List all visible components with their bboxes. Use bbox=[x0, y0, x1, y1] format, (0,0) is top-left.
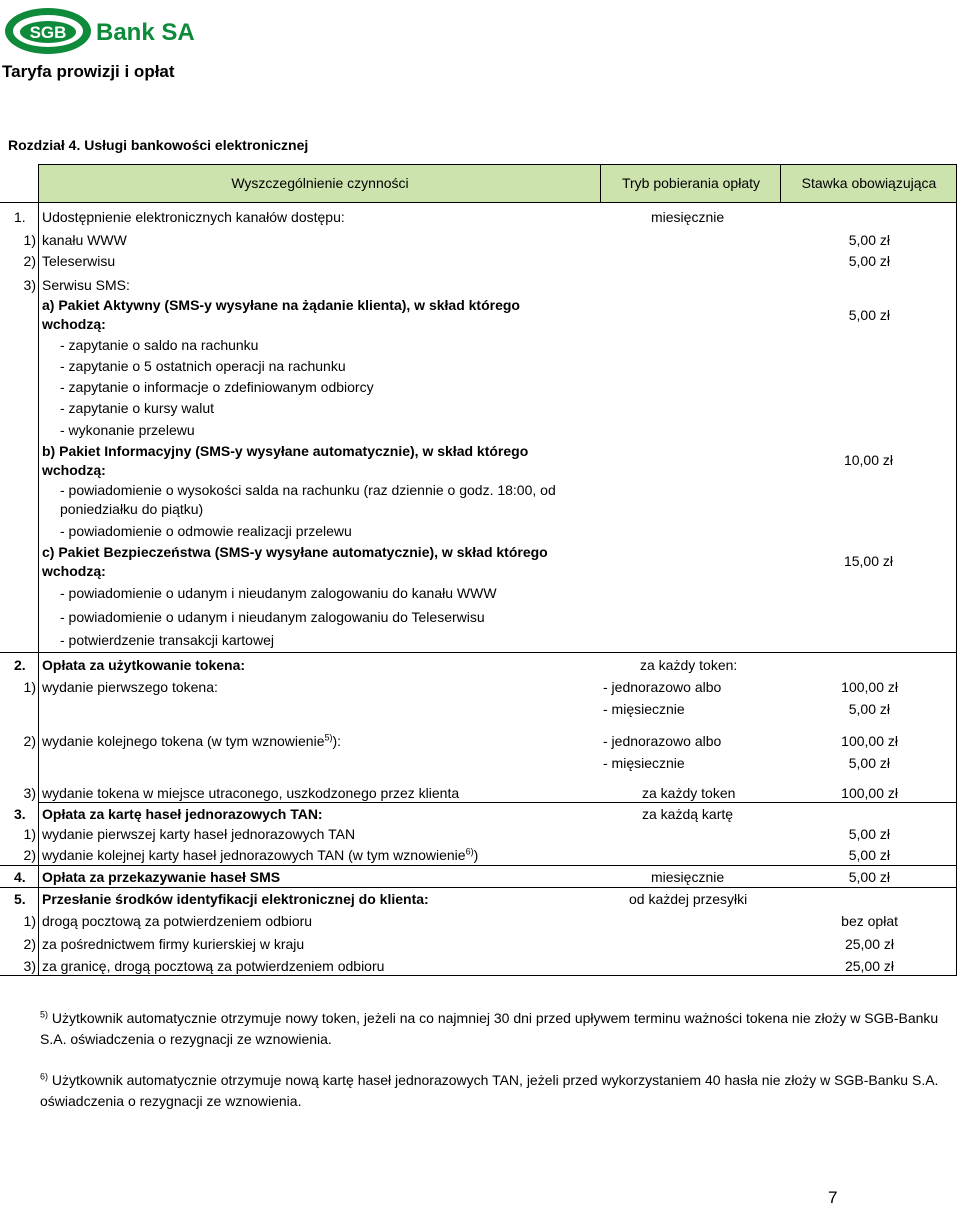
row-number: 2) bbox=[23, 847, 36, 863]
pakiet-informacyjny-title: b) Pakiet Informacyjny (SMS-y wysyłane automatycznie), w skład którego bbox=[42, 443, 529, 459]
row-next-tan-suffix: ) bbox=[473, 847, 479, 863]
rate-sms-passwords: 5,00 zł bbox=[848, 869, 890, 885]
list-item: - powiadomienie o wysokości salda na rachunku (raz dziennie o godz. 18:00, od bbox=[60, 482, 556, 498]
row-number: 2) bbox=[23, 733, 36, 749]
chapter-heading: Rozdział 4. Usługi bankowości elektronicznej bbox=[8, 137, 309, 153]
sgb-logo-icon bbox=[4, 4, 204, 54]
list-item-cont: poniedziałku do piątku) bbox=[60, 501, 204, 517]
row-number: 1) bbox=[23, 826, 36, 842]
row-number: 1) bbox=[23, 913, 36, 929]
bank-name: Bank SA bbox=[96, 19, 195, 46]
mode-monthly: - mięsiecznie bbox=[603, 755, 685, 771]
row-number: 5. bbox=[14, 891, 26, 907]
col-description-header: Wyszczególnienie czynności bbox=[231, 175, 409, 191]
pakiet-aktywny-title-cont: wchodzą: bbox=[42, 316, 106, 332]
rule bbox=[600, 164, 601, 202]
pakiet-aktywny-title: a) Pakiet Aktywny (SMS-y wysyłane na żądanie klienta), w skład którego bbox=[42, 297, 520, 313]
rule bbox=[38, 802, 956, 803]
row-number: 1) bbox=[23, 232, 36, 248]
rule bbox=[38, 164, 39, 976]
row-first-tan: wydanie pierwszej karty haseł jednorazowych TAN bbox=[42, 826, 356, 842]
row-number: 3) bbox=[23, 958, 36, 974]
footnote-6 bbox=[40, 1070, 940, 1112]
section-2-title: Opłata za użytkowanie tokena: bbox=[42, 657, 246, 673]
section-1-title: Udostępnienie elektronicznych kanałów dostępu: bbox=[42, 209, 345, 225]
list-item: - powiadomienie o udanym i nieudanym zalogowaniu do kanału WWW bbox=[60, 585, 497, 601]
list-item: - powiadomienie o udanym i nieudanym zalogowaniu do Teleserwisu bbox=[60, 609, 485, 625]
rate-next-tan: 5,00 zł bbox=[848, 847, 890, 863]
list-item: - zapytanie o kursy walut bbox=[60, 400, 215, 416]
rate-pakiet-aktywny: 5,00 zł bbox=[848, 307, 890, 323]
row-number: 3) bbox=[23, 785, 36, 801]
row-number: 1. bbox=[14, 209, 26, 225]
rate-teleserwis: 5,00 zł bbox=[848, 253, 890, 269]
footnote-ref: 5) bbox=[324, 732, 333, 743]
row-next-token bbox=[42, 732, 341, 750]
page-number: 7 bbox=[828, 1188, 838, 1207]
row-first-token: wydanie pierwszego tokena: bbox=[42, 679, 218, 695]
rate-replacement-token: 100,00 zł bbox=[841, 785, 898, 801]
rule bbox=[956, 164, 957, 976]
row-post: drogą pocztową za potwierdzeniem odbioru bbox=[42, 913, 313, 929]
footnote-ref: 6) bbox=[465, 846, 474, 857]
list-item: - wykonanie przelewu bbox=[60, 422, 195, 438]
rule bbox=[0, 865, 957, 866]
rule bbox=[38, 164, 957, 165]
row-courier: za pośrednictwem firmy kurierskiej w kraju bbox=[42, 936, 305, 952]
rate-pakiet-bezpieczenstwa: 15,00 zł bbox=[843, 553, 893, 569]
row-next-tan bbox=[42, 846, 478, 864]
list-item: - zapytanie o informacje o zdefiniowanym odbiorcy bbox=[60, 379, 374, 395]
rate-first-tan: 5,00 zł bbox=[848, 826, 890, 842]
mode-once: - jednorazowo albo bbox=[603, 679, 722, 695]
section-5-title: Przesłanie środków identyfikacji elektronicznej do klienta: bbox=[42, 891, 429, 907]
document-title: Taryfa prowizji i opłat bbox=[2, 62, 175, 81]
rate-once: 100,00 zł bbox=[841, 733, 898, 749]
list-item: - zapytanie o saldo na rachunku bbox=[60, 337, 259, 353]
row-teleserwis: Teleserwisu bbox=[42, 253, 116, 269]
section-3-mode: za każdą kartę bbox=[642, 806, 734, 822]
section-1-mode: miesięcznie bbox=[651, 209, 725, 225]
col-rate-header: Stawka obowiązująca bbox=[801, 175, 937, 191]
list-item: - potwierdzenie transakcji kartowej bbox=[60, 632, 274, 648]
section-3-title: Opłata za kartę haseł jednorazowych TAN: bbox=[42, 806, 323, 822]
pakiet-bezpieczenstwa-title-cont: wchodzą: bbox=[42, 563, 106, 579]
rate-once: 100,00 zł bbox=[841, 679, 898, 695]
row-next-token-text: wydanie kolejnego tokena (w tym wznowienie bbox=[42, 733, 325, 749]
row-www: kanału WWW bbox=[42, 232, 127, 248]
sgb-logo bbox=[4, 4, 204, 54]
rule bbox=[0, 887, 957, 888]
rate-monthly: 5,00 zł bbox=[848, 755, 890, 771]
rate-post: bez opłat bbox=[841, 913, 898, 929]
col-mode-header: Tryb pobierania opłaty bbox=[621, 175, 760, 191]
section-5-mode: od każdej przesyłki bbox=[629, 891, 748, 907]
rule bbox=[0, 975, 957, 976]
list-item: - powiadomienie o odmowie realizacji przelewu bbox=[60, 523, 352, 539]
rate-courier: 25,00 zł bbox=[844, 936, 894, 952]
logo-text: SGB bbox=[29, 23, 67, 42]
footnote-5 bbox=[40, 1008, 940, 1050]
row-abroad: za granicę, drogą pocztową za potwierdzeniem odbioru bbox=[42, 958, 385, 974]
rule bbox=[0, 202, 957, 203]
footnote-mark: 5) bbox=[40, 1009, 49, 1020]
rule bbox=[780, 164, 781, 202]
row-number: 2) bbox=[23, 936, 36, 952]
row-number: 2. bbox=[14, 657, 26, 673]
footnote-text: Użytkownik automatycznie otrzymuje nową kartę haseł jednorazowych TAN, jeżeli przed wykorzystaniem 40 hasła nie złoży w SGB-Banku S.A. oświadczenia o rezygnacji ze wznowienia. bbox=[40, 1072, 939, 1109]
rate-www: 5,00 zł bbox=[848, 232, 890, 248]
row-sms: Serwisu SMS: bbox=[42, 277, 130, 293]
mode-once: - jednorazowo albo bbox=[603, 733, 722, 749]
rate-abroad: 25,00 zł bbox=[844, 958, 894, 974]
rate-monthly: 5,00 zł bbox=[848, 701, 890, 717]
rate-pakiet-informacyjny: 10,00 zł bbox=[843, 452, 893, 468]
rule bbox=[0, 652, 957, 653]
row-next-tan-text: wydanie kolejnej karty haseł jednorazowych TAN (w tym wznowienie bbox=[42, 847, 466, 863]
row-number: 1) bbox=[23, 679, 36, 695]
row-number: 3) bbox=[23, 277, 36, 293]
row-next-token-suffix: ): bbox=[332, 733, 342, 749]
pakiet-bezpieczenstwa-title: c) Pakiet Bezpieczeństwa (SMS-y wysyłane automatycznie), w skład którego bbox=[42, 544, 548, 560]
section-4-mode: miesięcznie bbox=[651, 869, 725, 885]
list-item: - zapytanie o 5 ostatnich operacji na rachunku bbox=[60, 358, 346, 374]
row-replacement-token: wydanie tokena w miejsce utraconego, uszkodzonego przez klienta bbox=[42, 785, 460, 801]
footnote-mark: 6) bbox=[40, 1071, 49, 1082]
pakiet-informacyjny-title-cont: wchodzą: bbox=[42, 462, 106, 478]
row-number: 2) bbox=[23, 253, 36, 269]
row-number: 4. bbox=[14, 869, 26, 885]
footnote-text: Użytkownik automatycznie otrzymuje nowy token, jeżeli na co najmniej 30 dni przed upływem terminu ważności tokena nie złoży w SGB-Banku S.A. oświadczenia o rezygnacji ze wznowienia. bbox=[40, 1010, 939, 1047]
section-4-title: Opłata za przekazywanie haseł SMS bbox=[42, 869, 281, 885]
mode-per-token: za każdy token bbox=[642, 785, 736, 801]
mode-monthly: - mięsiecznie bbox=[603, 701, 685, 717]
row-number: 3. bbox=[14, 806, 26, 822]
section-2-mode: za każdy token: bbox=[640, 657, 738, 673]
